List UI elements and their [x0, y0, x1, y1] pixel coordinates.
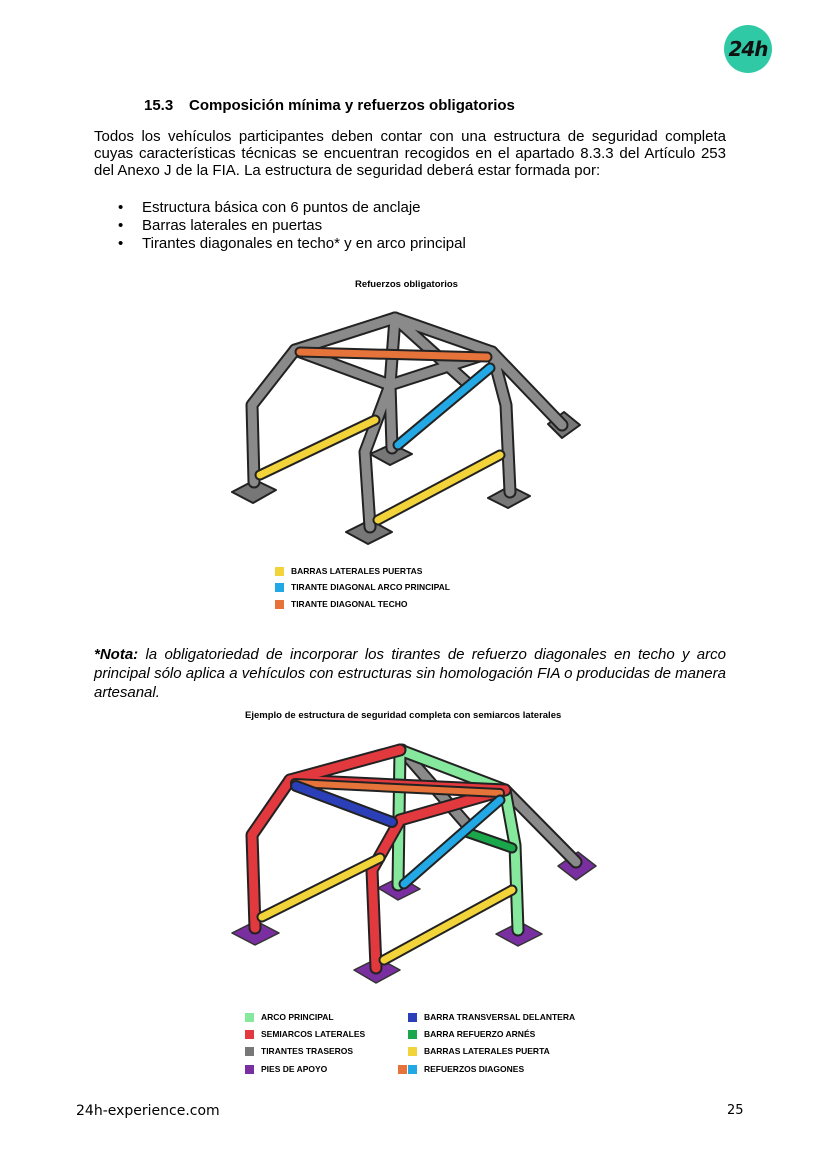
legend-label: ARCO PRINCIPAL — [261, 1012, 334, 1022]
legend-label: TIRANTES TRASEROS — [261, 1046, 354, 1056]
list-item: • Barras laterales en puertas — [118, 217, 466, 235]
logo-text: 24h — [728, 37, 768, 61]
section-title: Composición mínima y refuerzos obligatorios — [189, 97, 515, 114]
note-paragraph — [94, 645, 726, 702]
list-item: • Tirantes diagonales en techo* y en arco principal — [118, 235, 466, 253]
note-text: la obligatoriedad de incorporar los tirantes de refuerzo diagonales en techo y arco principal sólo aplica a vehículos con estructuras sin homologación FIA o producidas de manera artesanal. — [94, 646, 726, 701]
legend-label: BARRA TRANSVERSAL DELANTERA — [424, 1012, 576, 1022]
legend-swatch — [398, 1065, 407, 1074]
legend-swatch — [408, 1065, 417, 1074]
legend-item — [275, 566, 422, 576]
intro-paragraph: Todos los vehículos participantes deben contar con una estructura de seguridad completa cuyas características técnicas se encuentran recogidos en el apartado 8.3.3 del Artículo 253 del Anexo J de la FIA. La estructura de seguridad deberá estar formada por: — [94, 128, 726, 179]
section-number: 15.3 — [144, 97, 174, 114]
page-number: 25 — [727, 1103, 744, 1118]
figure2-cage-illustration — [232, 750, 596, 983]
legend-swatch — [245, 1013, 254, 1022]
figure2-title: Ejemplo de estructura de seguridad completa con semiarcos laterales — [245, 710, 562, 721]
legend-label: TIRANTE DIAGONAL ARCO PRINCIPAL — [291, 582, 450, 592]
legend-swatch — [275, 600, 284, 609]
legend-item — [245, 1029, 365, 1039]
legend-item — [245, 1046, 353, 1056]
figure1-title: Refuerzos obligatorios — [355, 279, 458, 290]
legend-label: BARRA REFUERZO ARNÉS — [424, 1029, 536, 1039]
legend-swatch — [245, 1047, 254, 1056]
legend-swatch — [408, 1013, 417, 1022]
legend-label: REFUERZOS DIAGONES — [424, 1064, 525, 1074]
legend-swatch — [245, 1065, 254, 1074]
legend-swatch — [245, 1030, 254, 1039]
legend-item — [275, 599, 407, 609]
legend-label: SEMIARCOS LATERALES — [261, 1029, 366, 1039]
legend-label: PIES DE APOYO — [261, 1064, 328, 1074]
legend-item — [245, 1064, 327, 1074]
legend-item — [398, 1064, 524, 1074]
legend-item — [408, 1029, 535, 1039]
legend-swatch — [275, 583, 284, 592]
legend-label: TIRANTE DIAGONAL TECHO — [291, 599, 408, 609]
legend-swatch — [275, 567, 284, 576]
legend-swatch — [408, 1047, 417, 1056]
legend-item — [245, 1012, 334, 1022]
legend-item — [408, 1012, 575, 1022]
legend-label: BARRAS LATERALES PUERTAS — [291, 566, 423, 576]
legend-label: BARRAS LATERALES PUERTA — [424, 1046, 550, 1056]
note-label: *Nota: — [94, 646, 139, 663]
figure1-cage-illustration — [232, 318, 580, 544]
legend-swatch — [408, 1030, 417, 1039]
legend-item — [408, 1046, 550, 1056]
footer-site: 24h-experience.com — [76, 1103, 220, 1119]
legend-item — [275, 582, 450, 592]
list-item: • Estructura básica con 6 puntos de anclaje — [118, 199, 466, 217]
